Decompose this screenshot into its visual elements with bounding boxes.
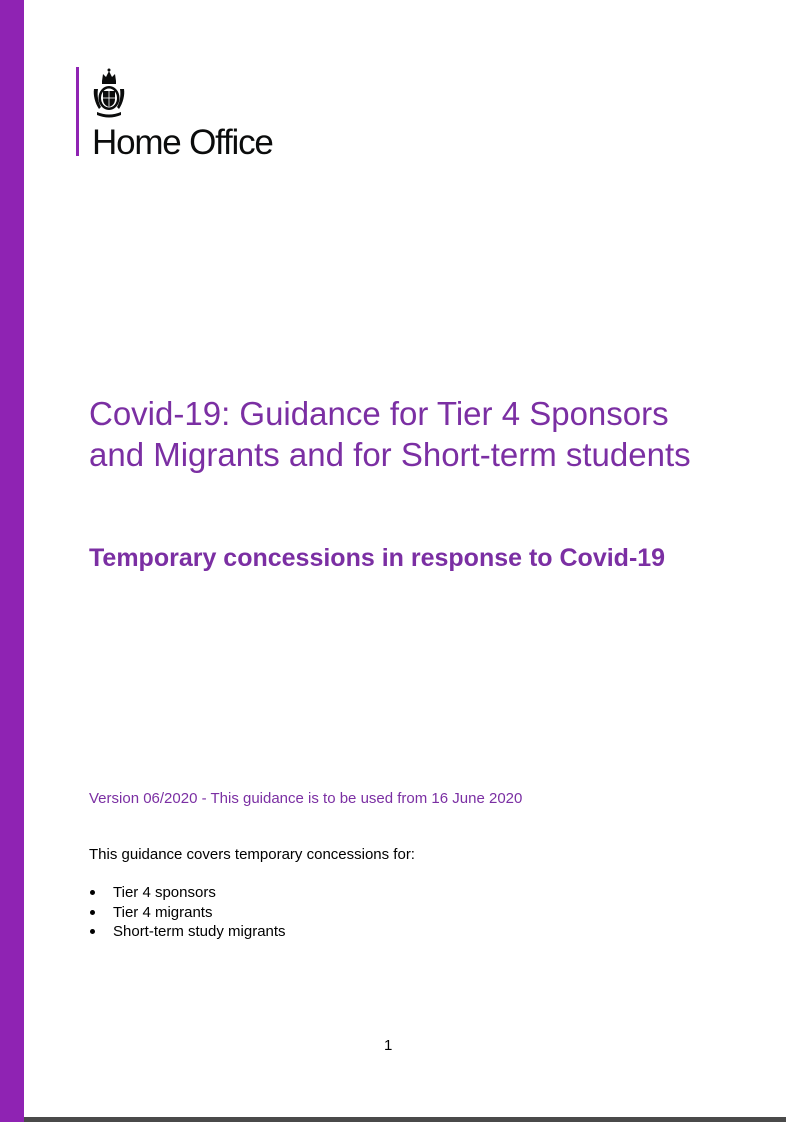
- list-item-text: Short-term study migrants: [113, 923, 286, 940]
- bullet-icon: [90, 929, 95, 934]
- version-statement: Version 06/2020 - This guidance is to be used from 16 June 2020: [89, 790, 523, 807]
- document-title: Covid-19: Guidance for Tier 4 Sponsors and Migrants and for Short-term students: [89, 395, 691, 473]
- home-office-logo: [76, 67, 296, 162]
- list-item-text: Tier 4 sponsors: [113, 884, 216, 901]
- logo-purple-rule: [76, 67, 79, 156]
- bullet-icon: [90, 910, 95, 915]
- document-subtitle: Temporary concessions in response to Covid-19: [89, 544, 666, 572]
- intro-text: This guidance covers temporary concessions for:: [89, 846, 415, 863]
- page-number: 1: [384, 1037, 393, 1054]
- organisation-name: Home Office: [92, 123, 273, 162]
- page-bottom-border: [24, 1117, 786, 1122]
- list-item-text: Tier 4 migrants: [113, 903, 213, 921]
- bullet-icon: [90, 890, 95, 895]
- purple-side-bar: [0, 0, 24, 1122]
- royal-coat-of-arms-icon: [91, 67, 127, 123]
